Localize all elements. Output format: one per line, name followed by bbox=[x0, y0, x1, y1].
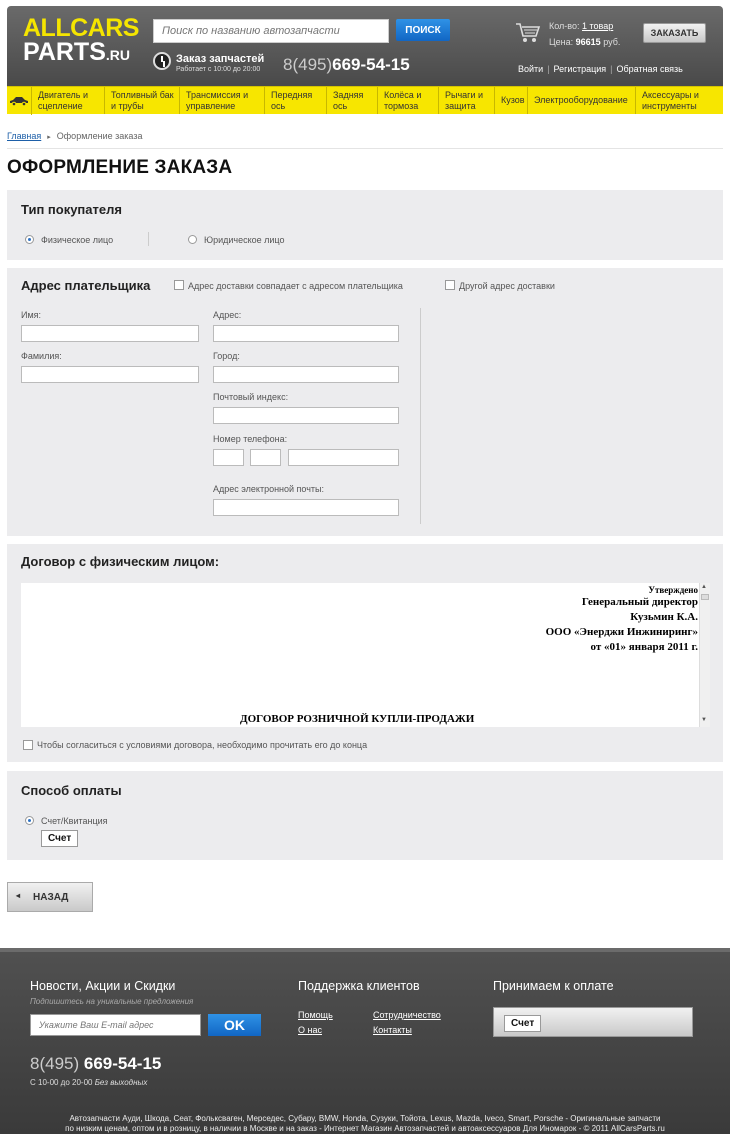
contacts-link[interactable]: Контакты bbox=[373, 1025, 412, 1035]
login-link[interactable]: Войти bbox=[518, 64, 544, 74]
site-footer bbox=[0, 948, 730, 1134]
breadcrumb-current: Оформление заказа bbox=[56, 131, 143, 141]
breadcrumb-home[interactable]: Главная bbox=[7, 131, 42, 141]
logo[interactable]: ALLCARS bbox=[23, 14, 139, 42]
register-link[interactable]: Регистрация bbox=[553, 64, 607, 74]
footer-phone-prefix: 8(495) bbox=[30, 1054, 80, 1073]
support-title: Поддержка клиентов bbox=[298, 979, 420, 993]
divider bbox=[7, 148, 723, 149]
payment-panel bbox=[7, 771, 723, 860]
newsletter-ok-button[interactable]: OK bbox=[208, 1014, 261, 1036]
footer-phone bbox=[30, 1054, 161, 1074]
contract-text[interactable] bbox=[21, 583, 710, 727]
buyer-type-title: Тип покупателя bbox=[21, 202, 122, 217]
newsletter-email-input[interactable] bbox=[30, 1014, 201, 1036]
column-divider bbox=[420, 308, 421, 524]
cart-qty-link[interactable]: 1 товар bbox=[582, 21, 614, 31]
order-hours: Работает с 10:00 до 20:00 bbox=[176, 66, 261, 73]
footer-phone-number: 669-54-15 bbox=[83, 1054, 162, 1073]
buyer-type-panel bbox=[7, 190, 723, 260]
category-nav bbox=[7, 86, 723, 114]
email-label: Адрес электронной почты: bbox=[213, 484, 325, 494]
scroll-thumb[interactable] bbox=[701, 594, 709, 600]
nav-body[interactable]: Кузов bbox=[495, 87, 528, 114]
invoice-label[interactable]: Счет/Квитанция bbox=[41, 816, 108, 826]
feedback-link[interactable]: Обратная связь bbox=[616, 64, 683, 74]
clock-icon bbox=[153, 52, 171, 70]
help-link[interactable]: Помощь bbox=[298, 1010, 333, 1020]
nav-wheels[interactable]: Колёса и тормоза bbox=[378, 87, 439, 114]
nav-accessories[interactable]: Аксессуары и инструменты bbox=[642, 89, 699, 111]
breadcrumb bbox=[7, 131, 142, 141]
scroll-down-icon[interactable]: ▼ bbox=[701, 717, 707, 723]
approved-label: Утверждено bbox=[648, 585, 698, 595]
phone-code-input[interactable] bbox=[250, 449, 281, 466]
payer-address-title: Адрес плательщика bbox=[21, 278, 151, 293]
payment-methods-title: Принимаем к оплате bbox=[493, 979, 614, 993]
zip-input[interactable] bbox=[213, 407, 399, 424]
payment-method-bill: Счет bbox=[504, 1015, 541, 1032]
address-label: Адрес: bbox=[213, 310, 242, 320]
about-link[interactable]: О нас bbox=[298, 1025, 322, 1035]
footer-copyright bbox=[0, 1114, 730, 1134]
label-legal[interactable]: Юридическое лицо bbox=[204, 235, 285, 245]
account-links: Войти | Регистрация | Обратная связь bbox=[518, 64, 683, 74]
nav-transmission[interactable]: Трансмиссия и управление bbox=[180, 87, 265, 114]
address-input[interactable] bbox=[213, 325, 399, 342]
director-name: Кузьмин К.А. bbox=[630, 611, 698, 623]
cart-currency: руб. bbox=[603, 37, 621, 47]
nav-electrical[interactable]: Электрооборудование bbox=[528, 87, 636, 114]
partnership-link[interactable]: Сотрудничество bbox=[373, 1010, 441, 1020]
label-individual[interactable]: Физическое лицо bbox=[41, 235, 114, 245]
footer-bottom-line2: по низким ценам, оптом и в розницу, в наличии в Москве и на заказ - Интернет Магазин Автозапчастей и автоаксессуаров Для Иномарок - © 2011 AllCarsParts.ru bbox=[65, 1124, 665, 1133]
logo-tld: .RU bbox=[105, 47, 130, 63]
city-label: Город: bbox=[213, 351, 240, 361]
phone-label: Номер телефона: bbox=[213, 434, 288, 444]
radio-individual[interactable] bbox=[25, 235, 34, 244]
page-title: ОФОРМЛЕНИЕ ЗАКАЗА bbox=[7, 157, 233, 178]
nav-fuel[interactable]: Топливный бак и трубы bbox=[105, 87, 180, 114]
company-name: ООО «Энерджи Инжиниринг» bbox=[545, 626, 698, 638]
director-label: Генеральный директор bbox=[581, 596, 698, 608]
contract-title: Договор с физическим лицом: bbox=[21, 554, 220, 569]
breadcrumb-arrow-icon: ▸ bbox=[47, 134, 51, 141]
agree-checkbox[interactable] bbox=[23, 740, 33, 750]
zip-label: Почтовый индекс: bbox=[213, 392, 289, 402]
email-input[interactable] bbox=[213, 499, 399, 516]
nav-levers[interactable]: Рычаги и защита bbox=[439, 87, 495, 114]
header-phone bbox=[283, 55, 410, 75]
order-button[interactable]: ЗАКАЗАТЬ bbox=[643, 23, 706, 43]
news-subtitle: Подпишитесь на уникальные предложения bbox=[30, 997, 194, 1006]
news-title: Новости, Акции и Скидки bbox=[30, 979, 176, 993]
surname-input[interactable] bbox=[21, 366, 199, 383]
footer-hours-note: Без выходных bbox=[94, 1078, 148, 1087]
agree-label: Чтобы согласиться с условиями договора, необходимо прочитать его до конца bbox=[37, 740, 368, 750]
back-button[interactable]: ◂ НАЗАД bbox=[7, 882, 93, 912]
separator bbox=[148, 232, 149, 246]
footer-hours bbox=[30, 1078, 147, 1087]
search-button[interactable]: ПОИСК bbox=[396, 19, 450, 41]
footer-hours-value: С 10-00 до 20-00 bbox=[30, 1078, 93, 1087]
scroll-up-icon[interactable]: ▲ bbox=[701, 584, 707, 590]
same-delivery-checkbox[interactable] bbox=[174, 280, 184, 290]
name-label: Имя: bbox=[21, 310, 42, 320]
other-delivery-checkbox[interactable] bbox=[445, 280, 455, 290]
phone-prefix: 8(495) bbox=[283, 55, 333, 74]
cart-qty bbox=[549, 21, 613, 31]
car-icon[interactable] bbox=[7, 87, 32, 115]
phone-number-input[interactable] bbox=[288, 449, 399, 466]
cart-icon[interactable] bbox=[515, 22, 541, 44]
surname-label: Фамилия: bbox=[21, 351, 62, 361]
search-input[interactable] bbox=[153, 19, 389, 43]
radio-invoice[interactable] bbox=[25, 816, 34, 825]
nav-front-axle[interactable]: Передняя ось bbox=[265, 87, 327, 114]
cart-price-value: 96615 bbox=[575, 37, 601, 47]
payment-title: Способ оплаты bbox=[21, 783, 122, 798]
cart-price bbox=[549, 37, 620, 47]
cart-qty-label: Кол-во: bbox=[549, 21, 580, 31]
radio-legal[interactable] bbox=[188, 235, 197, 244]
logo-parts[interactable] bbox=[23, 40, 130, 67]
contract-date: от «01» января 2011 г. bbox=[590, 641, 698, 653]
footer-bottom-line1: Автозапчасти Ауди, Шкода, Сеат, Фольксваген, Мерседес, Субару, BMW, Honda, Сузуки, Тойота, Lexus, Mazda, Iveco, Smart, Porsche - Оригинальные запчасти bbox=[69, 1114, 661, 1123]
same-delivery-label[interactable]: Адрес доставки совпадает с адресом плательщика bbox=[188, 281, 403, 291]
city-input[interactable] bbox=[213, 366, 399, 383]
nav-engine[interactable]: Двигатель и сцепление bbox=[32, 87, 105, 114]
contract-scrollbar[interactable] bbox=[699, 583, 710, 727]
contract-doc-title: ДОГОВОР РОЗНИЧНОЙ КУПЛИ-ПРОДАЖИ bbox=[240, 713, 475, 725]
logo-parts-text: PARTS bbox=[23, 38, 106, 66]
order-title: Заказ запчастей bbox=[176, 53, 265, 65]
phone-number: 669-54-15 bbox=[332, 55, 410, 74]
other-delivery-label[interactable]: Другой адрес доставки bbox=[459, 281, 555, 291]
invoice-logo: Счет bbox=[41, 830, 78, 847]
phone-country-input[interactable] bbox=[213, 449, 244, 466]
payment-methods-box bbox=[493, 1007, 693, 1037]
cart-price-label: Цена: bbox=[549, 37, 574, 47]
payer-address-panel bbox=[7, 268, 723, 536]
nav-rear-axle[interactable]: Задняя ось bbox=[327, 87, 378, 114]
name-input[interactable] bbox=[21, 325, 199, 342]
